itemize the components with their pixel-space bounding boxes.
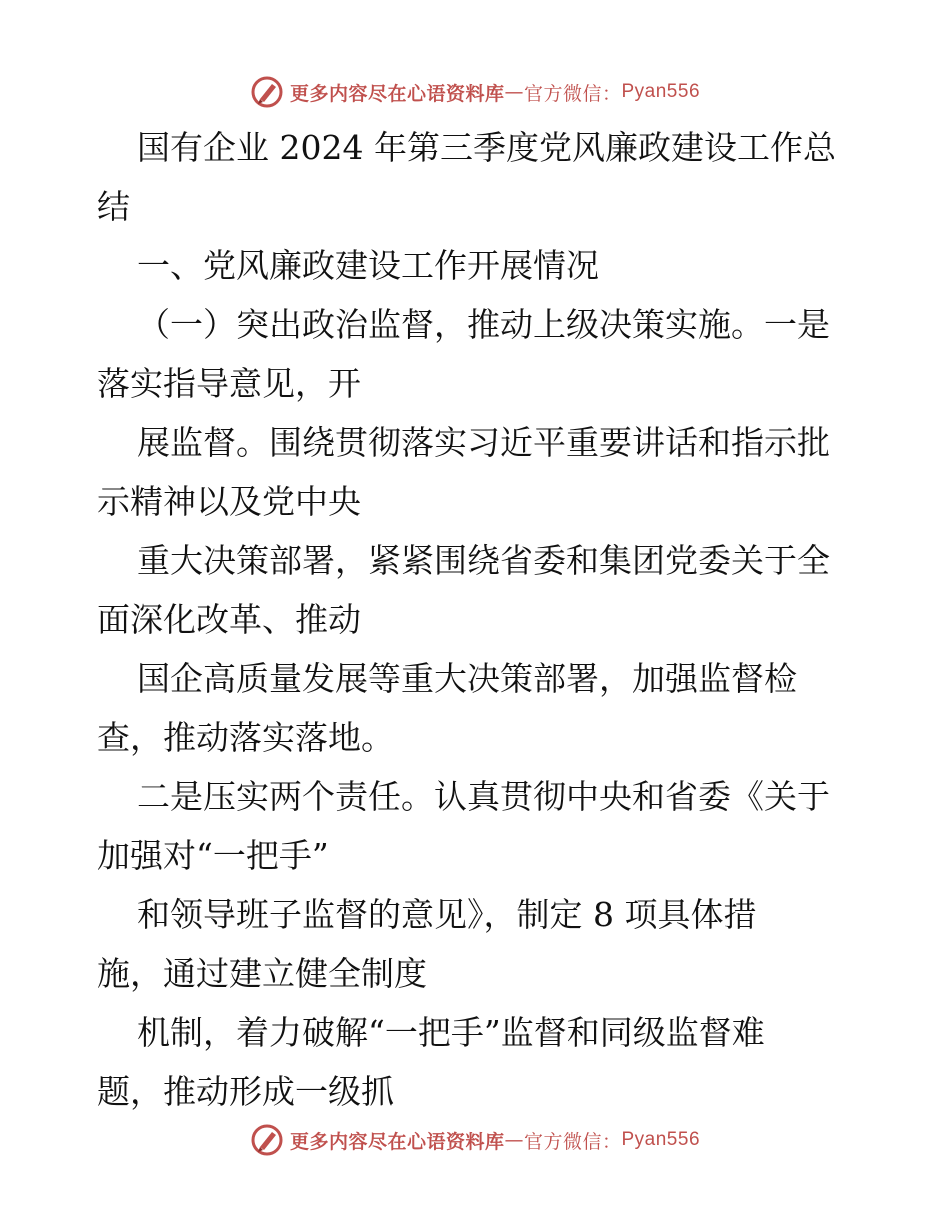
text-line: 展监督。围绕贯彻落实习近平重要讲话和指示批 — [137, 423, 830, 462]
paragraph-line — [97, 885, 857, 944]
paragraph-line — [97, 354, 857, 413]
paragraph-line — [97, 708, 857, 767]
paragraph-line — [97, 826, 857, 885]
paragraph-line — [97, 472, 857, 531]
text-line: 面深化改革、推动 — [97, 600, 361, 639]
text-line: 示精神以及党中央 — [97, 482, 361, 521]
banner-main-text: 更多内容尽在心语资料库 — [289, 82, 505, 105]
title-line-1 — [97, 118, 857, 177]
text-line: 加强对“一把手” — [97, 836, 329, 875]
banner-wechat-id: Pyan556 — [621, 1129, 701, 1150]
text-line: 二是压实两个责任。认真贯彻中央和省委《关于 — [137, 777, 830, 816]
header-banner — [0, 72, 950, 112]
paragraph-line — [97, 767, 857, 826]
text-line: 施，通过建立健全制度 — [97, 954, 427, 993]
banner-separator: — — [504, 1129, 524, 1151]
text-line: 重大决策部署，紧紧围绕省委和集团党委关于全 — [137, 541, 830, 580]
paragraph-line — [97, 649, 857, 708]
paragraph-line — [97, 590, 857, 649]
banner-separator: — — [504, 81, 524, 103]
pen-logo-icon — [250, 1123, 284, 1157]
document-body — [97, 118, 857, 1121]
section-heading — [97, 236, 857, 295]
paragraph-line — [97, 295, 857, 354]
banner-main-text: 更多内容尽在心语资料库 — [289, 1130, 505, 1153]
paragraph-line — [97, 1003, 857, 1062]
text-line: 查，推动落实落地。 — [97, 718, 394, 757]
paragraph-line — [97, 531, 857, 590]
paragraph-line — [97, 413, 857, 472]
text-line: 结 — [97, 187, 130, 226]
title-line-2 — [97, 177, 857, 236]
text-line: 国有企业 2024 年第三季度党风廉政建设工作总 — [137, 128, 836, 167]
banner-wechat-label: 官方微信： — [523, 1130, 622, 1153]
banner-wechat-id: Pyan556 — [621, 81, 701, 102]
pen-logo-icon — [250, 75, 284, 109]
text-line: 题，推动形成一级抓 — [97, 1072, 394, 1111]
text-line: 和领导班子监督的意见》，制定 8 项具体措 — [137, 895, 757, 934]
text-line: 国企高质量发展等重大决策部署，加强监督检 — [137, 659, 797, 698]
text-line: 一、党风廉政建设工作开展情况 — [137, 246, 599, 285]
banner-wechat-label: 官方微信： — [523, 82, 622, 105]
text-line: 机制，着力破解“一把手”监督和同级监督难 — [137, 1013, 765, 1052]
footer-banner — [0, 1120, 950, 1160]
paragraph-line — [97, 944, 857, 1003]
text-line: 落实指导意见，开 — [97, 364, 361, 403]
text-line: （一）突出政治监督，推动上级决策实施。一是 — [137, 305, 830, 344]
paragraph-line — [97, 1062, 857, 1121]
